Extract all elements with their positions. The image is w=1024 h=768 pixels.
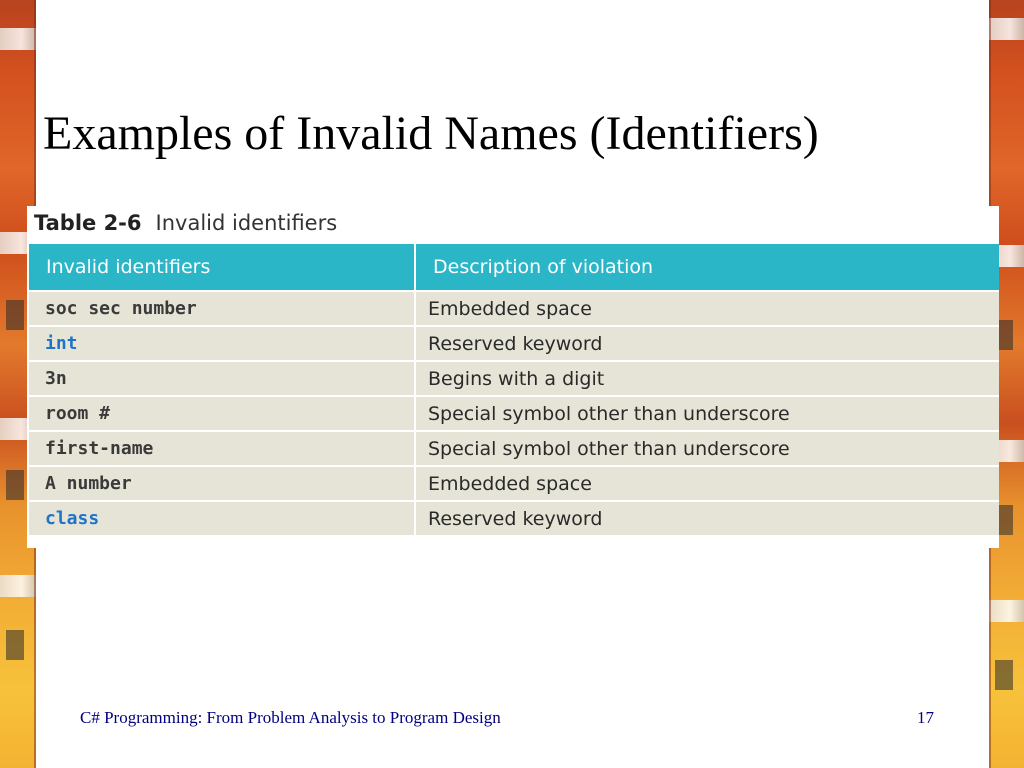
table-caption-number: Table 2-6 [34,211,142,235]
column-header-identifiers: Invalid identifiers [29,244,415,291]
identifier-cell: A number [29,466,415,501]
table-header-row [29,244,999,291]
slide-title: Examples of Invalid Names (Identifiers) [43,107,819,160]
column-header-description: Description of violation [415,244,999,291]
description-cell: Reserved keyword [415,326,999,361]
description-cell: Embedded space [415,291,999,326]
table-caption-text: Invalid identifiers [155,211,338,235]
description-cell: Reserved keyword [415,501,999,535]
identifier-cell: room # [29,396,415,431]
table-caption [34,211,337,235]
description-cell: Begins with a digit [415,361,999,396]
table-row [29,361,999,396]
table-row [29,431,999,466]
identifier-cell: first-name [29,431,415,466]
identifier-cell: class [29,501,415,535]
identifier-cell: 3n [29,361,415,396]
identifier-cell: int [29,326,415,361]
table-row [29,291,999,326]
description-cell: Embedded space [415,466,999,501]
description-cell: Special symbol other than underscore [415,396,999,431]
table-row [29,396,999,431]
identifier-cell: soc sec number [29,291,415,326]
page-number: 17 [917,708,934,727]
invalid-identifiers-table [29,244,999,535]
table-row [29,501,999,535]
table-row [29,326,999,361]
footer-book-title: C# Programming: From Problem Analysis to Program Design [80,708,501,727]
description-cell: Special symbol other than underscore [415,431,999,466]
identifiers-table-figure [27,206,999,548]
table-row [29,466,999,501]
